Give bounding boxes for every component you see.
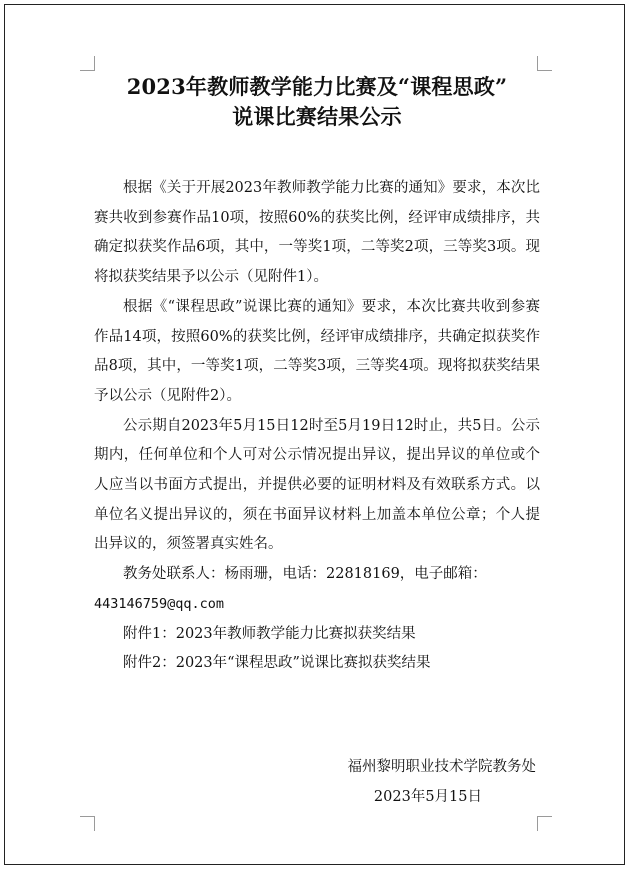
crop-mark-bottom-right [537,816,552,831]
title-line-1: 2023年教师教学能力比赛及“课程思政” [126,74,508,99]
attachment-1: 附件1：2023年教师教学能力比赛拟获奖结果 [123,625,416,642]
document-body [94,174,540,679]
contact-email: 443146759@qq.com [94,595,225,612]
signature-date: 2023年5月15日 [373,789,482,805]
attachment-2: 附件2：2023年“课程思政”说课比赛拟获奖结果 [123,655,431,672]
paragraph-publicity-period: 公示期自2023年5月15日12时至5月19日12时止，共5日。公示期内，任何单位和个人可对公示情况提出异议，提出异议的单位或个人应当以书面方式提出，并提供必要的证明材料及有效联系方式。以单位名义提出异议的，须在书面异议材料上加盖本单位公章；个人提出异议的，须签署真实姓名。 [94,417,540,553]
crop-mark-top-left [80,56,95,71]
document-content [94,72,540,805]
paragraph-ideology-competition: 根据《“课程思政”说课比赛的通知》要求，本次比赛共收到参赛作品14项，按照60%的获奖比例，经评审成绩排序，共确定拟获奖作品8项，其中，一等奖1项，二等奖3项，三等奖4项。现将拟获奖结果予以公示（见附件2）。 [94,298,540,404]
document-title [94,72,540,132]
signature-organization: 福州黎明职业技术学院教务处 [347,759,536,775]
crop-mark-top-right [537,56,552,71]
signature-block [94,752,540,812]
crop-mark-bottom-left [80,816,95,831]
title-line-2: 说课比赛结果公示 [232,104,402,129]
paragraph-teaching-competition: 根据《关于开展2023年教师教学能力比赛的通知》要求，本次比赛共收到参赛作品10项，按照60%的获奖比例，经评审成绩排序，共确定拟获奖作品6项，其中，一等奖1项，二等奖2项，三等奖3项。现将拟获奖结果予以公示（见附件1）。 [94,180,540,286]
contact-line: 教务处联系人：杨雨珊，电话：22818169，电子邮箱： [123,566,487,583]
